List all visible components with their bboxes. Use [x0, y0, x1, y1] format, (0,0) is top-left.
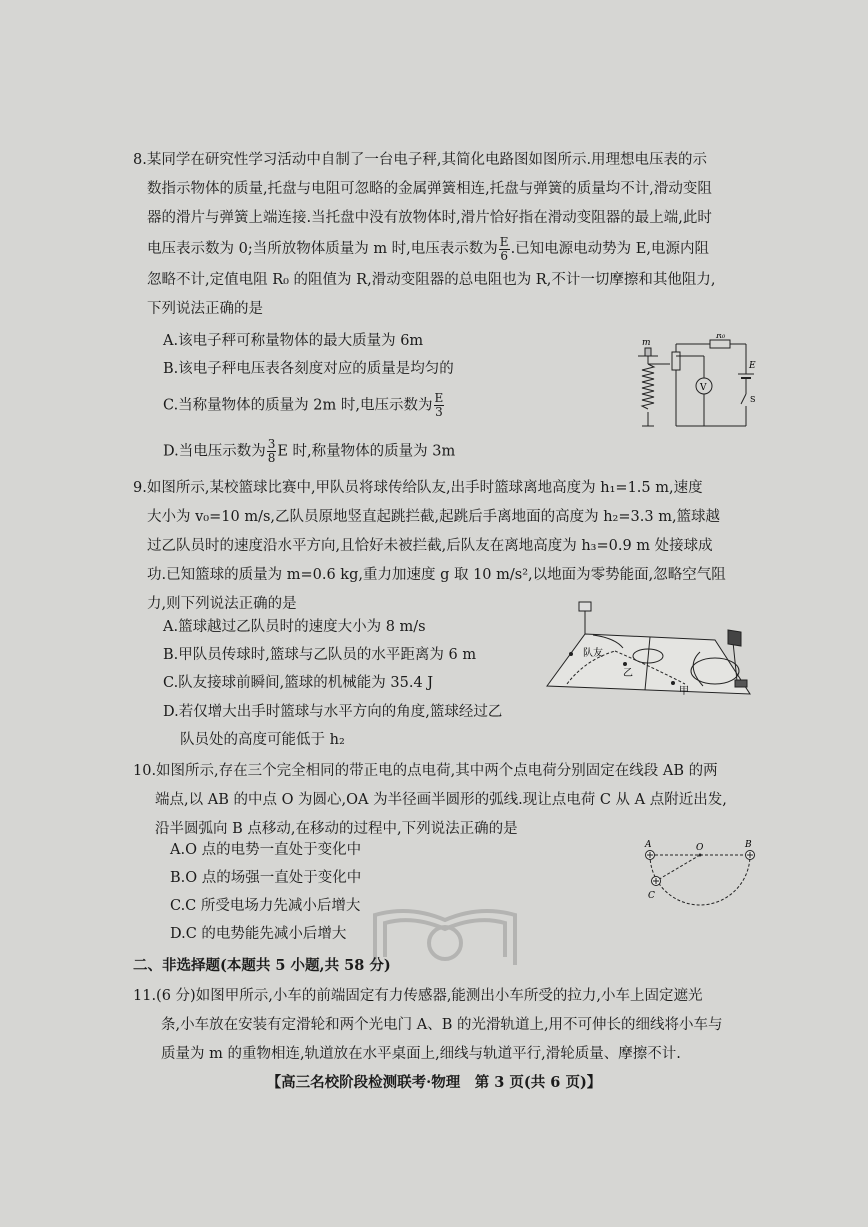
q10-option-d: D.C 的电势能先减小后增大: [170, 926, 347, 942]
q9-option-c: C.队友接球前瞬间,篮球的机械能为 35.4 J: [163, 675, 434, 691]
q10-line-3: 沿半圆弧向 B 点移动,在移动的过程中,下列说法正确的是: [155, 821, 518, 837]
label-teammate: 队友: [583, 648, 603, 659]
frac-den: 8: [267, 451, 276, 465]
question-10-stem: [133, 757, 773, 844]
q8-line-2: 数指示物体的质量,托盘与电阻可忽略的金属弹簧相连,托盘与弹簧的质量均不计,滑动变阻: [147, 181, 712, 197]
question-11-stem: [133, 982, 773, 1069]
label-a: A: [645, 840, 652, 850]
q9-line-1: 9.如图所示,某校篮球比赛中,甲队员将球传给队友,出手时篮球离地高度为 h₁=1.5 m,速度: [133, 480, 703, 496]
fraction-3-over-8: [267, 438, 277, 465]
q11-line-2: 条,小车放在安装有定滑轮和两个光电门 A、B 的光滑轨道上,用不可伸长的细线将小车与: [161, 1017, 723, 1033]
section-2-heading: 二、非选择题(本题共 5 小题,共 58 分): [133, 957, 391, 974]
label-o: O: [696, 843, 704, 853]
q9-option-b: B.甲队员传球时,篮球与乙队员的水平距离为 6 m: [163, 647, 477, 663]
q9-option-d-line-1: D.若仅增大出手时篮球与水平方向的角度,篮球经过乙: [163, 704, 503, 720]
q9-basketball-court: [545, 596, 760, 716]
label-s: S: [750, 395, 756, 404]
q10-charge-diagram: [640, 838, 760, 918]
q9-line-5: 力,则下列说法正确的是: [147, 596, 297, 612]
q8-line-4-a: 电压表示数为 0;当所放物体质量为 m 时,电压表示数为: [147, 241, 498, 257]
q8-option-b: B.该电子秤电压表各刻度对应的质量是均匀的: [163, 361, 454, 377]
q8-option-a: A.该电子秤可称量物体的最大质量为 6m: [163, 333, 424, 349]
frac-den: 6: [500, 248, 508, 263]
q9-option-d-line-2: 队员处的高度可能低于 h₂: [180, 732, 345, 748]
yi-dot: [623, 662, 627, 666]
frac-num: E: [499, 234, 509, 249]
q9-line-3: 过乙队员时的速度沿水平方向,且恰好未被拦截,后队友在离地高度为 h₃=0.9 m 处接球成: [147, 538, 713, 554]
q8-line-6: 下列说法正确的是: [147, 301, 263, 317]
q8-line-1: 8.某同学在研究性学习活动中自制了一台电子秤,其简化电路图如图所示.用理想电压表的示: [133, 152, 708, 168]
q11-line-3: 质量为 m 的重物相连,轨道放在水平桌面上,细线与轨道平行,滑轮质量、摩擦不计.: [161, 1046, 681, 1062]
q8-option-c-text: C.当称量物体的质量为 2m 时,电压示数为: [163, 397, 433, 414]
q10-line-2: 端点,以 AB 的中点 O 为圆心,OA 为半径画半圆形的弧线.现让点电荷 C 从 A 点附近出发,: [155, 792, 727, 808]
q9-line-2: 大小为 v₀=10 m/s,乙队员原地竖直起跳拦截,起跳后手离地面的高度为 h₂=3.3 m,篮球越: [147, 509, 721, 525]
q10-option-a: A.O 点的电势一直处于变化中: [170, 842, 362, 858]
fraction-e-over-3: [434, 392, 445, 419]
fraction-e-over-6: [499, 236, 510, 263]
q9-option-a: A.篮球越过乙队员时的速度大小为 8 m/s: [163, 619, 426, 635]
label-b: B: [745, 840, 752, 850]
teammate-dot: [569, 652, 573, 656]
label-m: m: [642, 338, 651, 348]
q8-option-d-text-a: D.当电压示数为: [163, 443, 266, 460]
label-jia: 甲: [679, 686, 689, 697]
question-8-stem: [133, 146, 773, 324]
q8-option-c: [163, 392, 445, 419]
label-c: C: [648, 891, 655, 901]
q8-circuit-diagram: [630, 334, 760, 434]
q11-line-1: 11.(6 分)如图甲所示,小车的前端固定有力传感器,能测出小车所受的拉力,小车上固定遮光: [133, 988, 703, 1004]
q8-option-d: [163, 438, 455, 465]
label-e: E: [749, 361, 756, 371]
frac-num: 3: [267, 437, 276, 451]
jia-dot: [671, 681, 675, 685]
q8-option-d-text-b: E 时,称量物体的质量为 3m: [277, 443, 456, 460]
label-yi: 乙: [623, 668, 633, 679]
frac-num: E: [434, 391, 444, 405]
q8-line-5: 忽略不计,定值电阻 R₀ 的阻值为 R,滑动变阻器的总电阻也为 R,不计一切摩擦和其他阻力,: [147, 272, 716, 288]
frac-den: 3: [435, 405, 443, 419]
q8-line-3: 器的滑片与弹簧上端连接.当托盘中没有放物体时,滑片恰好指在滑动变阻器的最上端,此时: [147, 210, 712, 226]
q10-option-c: C.C 所受电场力先减小后增大: [170, 898, 361, 914]
q9-line-4: 功.已知篮球的质量为 m=0.6 kg,重力加速度 g 取 10 m/s²,以地面为零势能面,忽略空气阻: [147, 567, 726, 583]
label-v: V: [700, 383, 707, 393]
q8-line-4-b: .已知电源电动势为 E,电源内阻: [510, 241, 709, 257]
q10-line-1: 10.如图所示,存在三个完全相同的带正电的点电荷,其中两个点电荷分别固定在线段 AB 的两: [133, 763, 718, 779]
page-footer: 【高三名校阶段检测联考·物理 第 3 页(共 6 页)】: [266, 1074, 602, 1091]
label-r0: R₀: [716, 334, 726, 340]
q8-line-4: [133, 233, 773, 266]
q10-option-b: B.O 点的场强一直处于变化中: [170, 870, 362, 886]
